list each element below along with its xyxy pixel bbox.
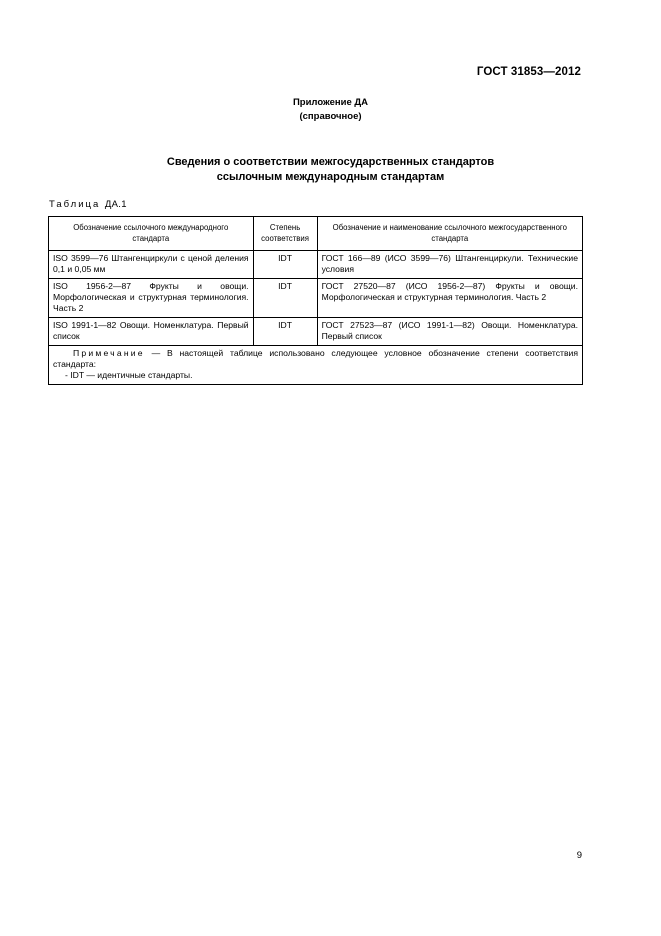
page-number: 9 — [576, 850, 582, 861]
document-number: ГОСТ 31853—2012 — [476, 66, 581, 78]
cell-international-standard: ISO 1956-2—87 Фрукты и овощи. Морфологическая и структурная терминология. Часть 2 — [49, 279, 254, 318]
cell-degree: IDT — [253, 279, 317, 318]
section-heading-line-1: Сведения о соответствии межгосударственных стандартов — [166, 156, 495, 168]
note-text: — В настоящей таблице использовано следующее условное обозначение степени соответствия стандарта: — [53, 348, 579, 369]
cell-interstate-standard: ГОСТ 166—89 (ИСО 3599—76) Штангенциркули. Технические условия — [317, 251, 582, 279]
note-label: Примечание — [73, 348, 145, 358]
table-label-word: Таблица — [49, 199, 101, 210]
table-row — [49, 318, 583, 346]
table-note — [49, 346, 583, 385]
appendix-subtitle: (справочное) — [299, 111, 362, 122]
column-header-international: Обозначение ссылочного международного стандарта — [49, 217, 254, 251]
appendix-title: Приложение ДА — [292, 97, 369, 108]
table-header-row — [49, 217, 583, 251]
note-text-line — [53, 348, 578, 370]
table-row — [49, 251, 583, 279]
cell-degree: IDT — [253, 251, 317, 279]
table-row — [49, 279, 583, 318]
cell-international-standard: ISO 1991-1—82 Овощи. Номенклатура. Первый список — [49, 318, 254, 346]
standards-correspondence-table — [48, 216, 583, 385]
table-label-number: ДА.1 — [104, 199, 127, 210]
cell-interstate-standard: ГОСТ 27520—87 (ИСО 1956-2—87) Фрукты и овощи. Морфологическая и структурная терминология. Часть 2 — [317, 279, 582, 318]
section-heading-line-2: ссылочным международным стандартам — [216, 171, 445, 183]
note-item: - IDT — идентичные стандарты. — [65, 370, 193, 380]
cell-international-standard: ISO 3599—76 Штангенциркули с ценой деления 0,1 и 0,05 мм — [49, 251, 254, 279]
section-heading — [0, 155, 661, 185]
cell-interstate-standard: ГОСТ 27523—87 (ИСО 1991-1—82) Овощи. Номенклатура. Первый список — [317, 318, 582, 346]
column-header-degree: Степень соответствия — [253, 217, 317, 251]
column-header-interstate: Обозначение и наименование ссылочного межгосударственного стандарта — [317, 217, 582, 251]
table-label — [49, 199, 127, 210]
appendix-title-block — [0, 96, 661, 124]
cell-degree: IDT — [253, 318, 317, 346]
table-note-row — [49, 346, 583, 385]
